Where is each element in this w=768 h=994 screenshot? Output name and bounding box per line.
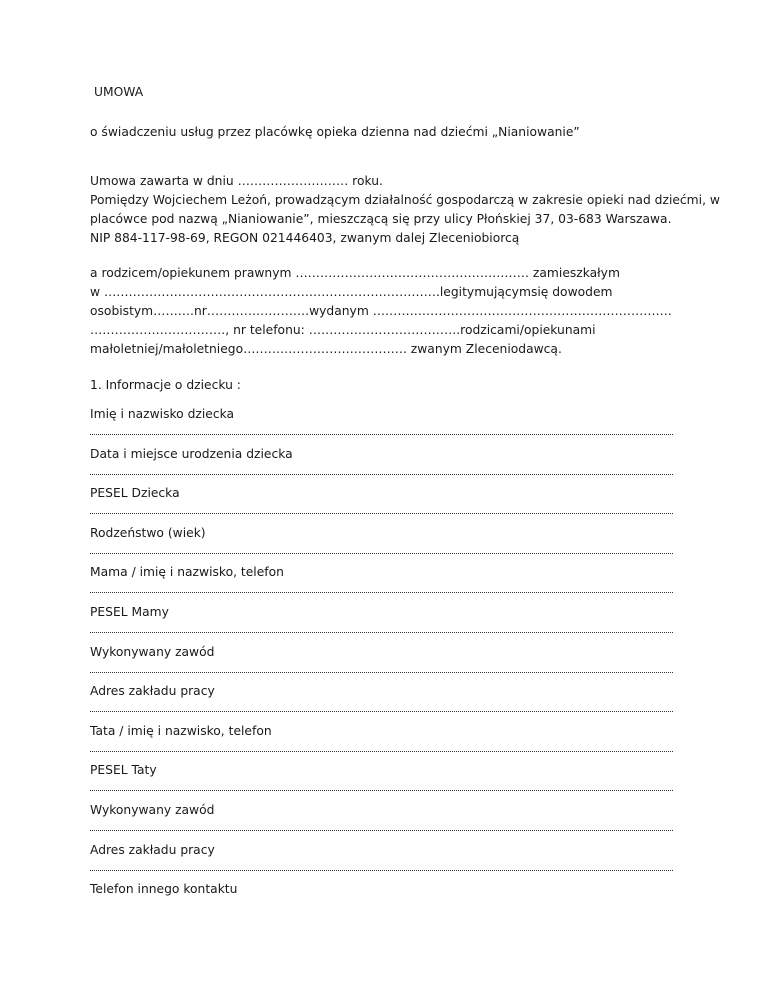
field-fill-line[interactable] — [90, 591, 673, 593]
field-label: Wykonywany zawód — [90, 803, 215, 817]
parties-line-2-address: w ………………………………………………………………………. — [90, 285, 440, 299]
field-label: Imię i nazwisko dziecka — [90, 407, 235, 421]
field-fill-line[interactable] — [90, 631, 673, 633]
field-fill-line[interactable] — [90, 829, 673, 831]
intro-line-3: placówce pod nazwą „Nianiowanie”, mieszczącą się przy ulicy Płońskiej 37, 03-683 Warszawa. — [90, 212, 672, 226]
intro-line-1: Umowa zawarta w dniu ……………………… roku. — [90, 174, 383, 188]
intro-line-2: Pomiędzy Wojciechem Leżoń, prowadzącym działalność gospodarczą w zakresie opieki nad dziećmi, w — [90, 193, 720, 207]
parties-line-5: małoletniej/małoletniego…………………………………. zwanym Zleceniodawcą. — [90, 342, 562, 356]
field-fill-line[interactable] — [90, 869, 673, 871]
document-title: UMOWA — [94, 85, 144, 99]
field-fill-line[interactable] — [90, 433, 673, 435]
field-fill-line[interactable] — [90, 671, 673, 673]
field-fill-line[interactable] — [90, 750, 673, 752]
parties-line-2-legit: legitymującym — [439, 285, 531, 299]
field-fill-line[interactable] — [90, 473, 673, 475]
field-label: Rodzeństwo (wiek) — [90, 525, 206, 540]
field-label: PESEL Taty — [90, 763, 157, 778]
field-label: PESEL Dziecka — [90, 486, 180, 501]
field-fill-line[interactable] — [90, 789, 673, 791]
parties-line-2-id: się dowodem — [530, 285, 613, 299]
field-label: Data i miejsce urodzenia dziecka — [90, 446, 293, 461]
intro-line-4: NIP 884-117-98-69, REGON 021446403, zwanym dalej Zleceniobiorcą — [90, 231, 520, 245]
document-subtitle: o świadczeniu usług przez placówkę opieka dzienna nad dziećmi „Nianiowanie” — [90, 125, 580, 139]
field-fill-line[interactable] — [90, 552, 673, 554]
field-label: Mama / imię i nazwisko, telefon — [90, 565, 284, 580]
field-label: Telefon innego kontaktu — [90, 882, 238, 897]
parties-line-1: a rodzicem/opiekunem prawnym ………………………………………………… zamieszkałym — [90, 266, 620, 280]
field-label: Wykonywany zawód — [90, 644, 215, 659]
field-label: Tata / imię i nazwisko, telefon — [90, 723, 272, 738]
parties-line-3: osobistym……….nr…………………….wydanym ………………………………………………………………. — [90, 304, 672, 318]
parties-line-4: ……………………………, nr telefonu: ……………………………….rodzicami/opiekunami — [90, 323, 596, 337]
section-heading-child-info: 1. Informacje o dziecku : — [90, 378, 241, 392]
field-label: Adres zakładu pracy — [90, 842, 215, 857]
field-fill-line[interactable] — [90, 710, 673, 712]
parties-line-2 — [90, 285, 613, 300]
field-fill-line[interactable] — [90, 512, 673, 514]
field-label: PESEL Mamy — [90, 605, 169, 619]
field-label: Adres zakładu pracy — [90, 684, 215, 699]
